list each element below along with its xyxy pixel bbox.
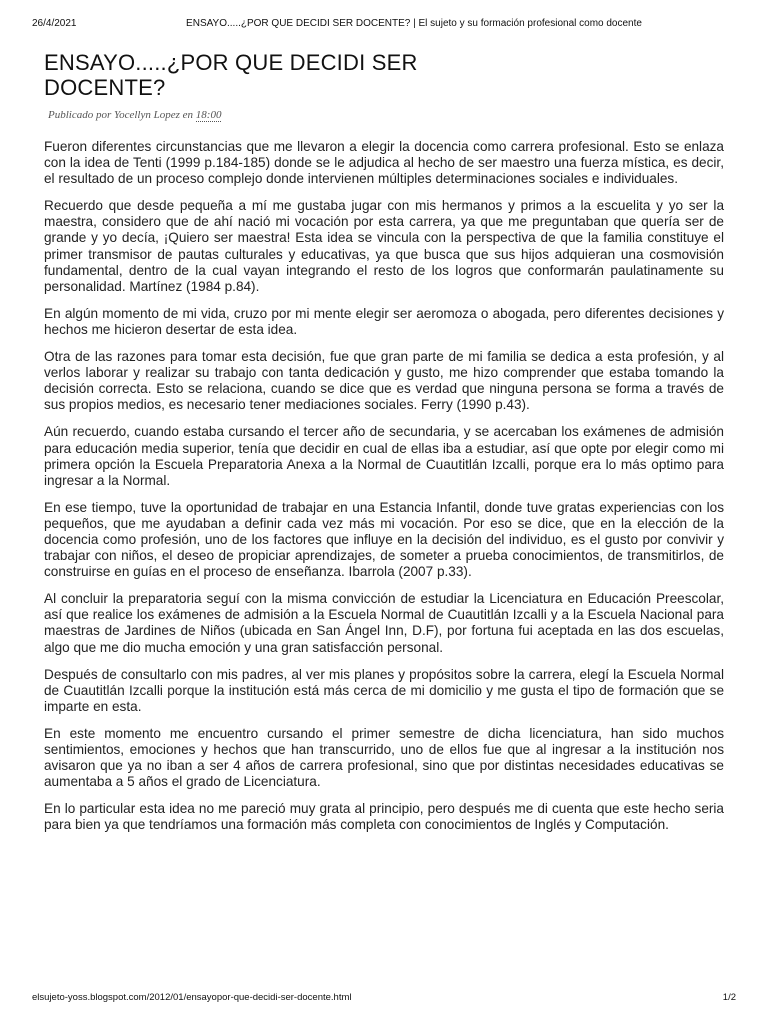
print-date: 26/4/2021 [32,18,77,29]
post-paragraph: En lo particular esta idea no me pareció muy grata al principio, pero después me di cuenta que este hecho seria para bien ya que tendríamos una formación más completa con conocimientos de Inglés y Computación. [44,801,724,833]
print-footer [32,992,736,1006]
post-title: ENSAYO.....¿POR QUE DECIDI SER DOCENTE? [44,50,418,100]
print-header [32,18,736,32]
byline-author: Publicado por Yocellyn Lopez en [48,109,196,121]
print-page-title: ENSAYO.....¿POR QUE DECIDI SER DOCENTE? | El sujeto y su formación profesional como docente [186,18,642,29]
post-paragraph: Aún recuerdo, cuando estaba cursando el tercer año de secundaria, y se acercaban los exámenes de admisión para educación media superior, tenía que decidir en cual de ellas iba a estudiar, así que opte por elegir como mi primera opción la Escuela Preparatoria Anexa a la Normal de Cuautitlán Izcalli, porque era lo más optimo para ingresar a la Normal. [44,424,724,488]
print-url: elsujeto-yoss.blogspot.com/2012/01/ensayopor-que-decidi-ser-docente.html [32,992,352,1003]
post-paragraph: Después de consultarlo con mis padres, al ver mis planes y propósitos sobre la carrera, elegí la Escuela Normal de Cuautitlán Izcalli porque la institución está más cerca de mi domicilio y me gusta el tipo de formación que se imparte en esta. [44,666,724,714]
post-paragraph: Otra de las razones para tomar esta decisión, fue que gran parte de mi familia se dedica a esta profesión, y al verlos laborar y realizar su trabajo con tanta dedicación y gusto, me hizo comprender que estaba tomando la decisión correcta. Esto se relaciona, cuando se dice que es verdad que ninguna persona se forma a través de sus propios medios, es necesario tener mediaciones sociales. Ferry (1990 p.43). [44,349,724,413]
post-paragraph: Al concluir la preparatoria seguí con la misma convicción de estudiar la Licenciatura en Educación Preescolar, así que realice los exámenes de admisión a la Escuela Normal de Cuautitlán Izcalli y a la Escuela Nacional para maestras de Jardines de Niños (ubicada en San Ángel Inn, D.F), por fortuna fui aceptada en las dos escuelas, algo que me dio mucha emoción y una gran satisfacción personal. [44,591,724,655]
print-page-number: 1/2 [722,992,736,1003]
blog-post [44,50,724,844]
post-paragraph: En algún momento de mi vida, cruzo por mi mente elegir ser aeromoza o abogada, pero diferentes decisiones y hechos me hicieron desertar de esta idea. [44,305,724,337]
post-byline [48,109,724,121]
post-paragraph: Recuerdo que desde pequeña a mí me gustaba jugar con mis hermanos y primos a la escuelita y yo ser la maestra, considero que de ahí nació mi vocación por esta carrera, ya que me preguntaban que quería ser de grande y yo decía, ¡Quiero ser maestra! Esta idea se vincula con la perspectiva de que la familia constituye el primer transmisor de pautas culturales y educativas, ya que busca que sus hijos adquieran una cosmovisión fundamental, dentro de la cual vayan integrando el resto de los logros que conformarán paulatinamente su personalidad. Martínez (1984 p.84). [44,198,724,294]
post-paragraph: En este momento me encuentro cursando el primer semestre de dicha licenciatura, han sido muchos sentimientos, emociones y hechos que han transcurrido, uno de ellos fue que al ingresar a la institución nos avisaron que ya no iban a ser 4 años de carrera profesional, sino que por distintas necesidades educativas se aumentaba a 5 años el grado de Licenciatura. [44,725,724,790]
post-body [44,139,724,833]
post-timestamp-link[interactable]: 18:00 [195,109,222,121]
post-paragraph: Fueron diferentes circunstancias que me llevaron a elegir la docencia como carrera profesional. Esto se enlaza con la idea de Tenti (1999 p.184-185) donde se le adjudica al hecho de ser maestro una fuerza mística, es decir, el resultado de un proceso complejo donde intervienen múltiples determinaciones sociales e individuales. [44,139,724,187]
post-paragraph: En ese tiempo, tuve la oportunidad de trabajar en una Estancia Infantil, donde tuve gratas experiencias con los pequeños, que me ayudaban a definir cada vez más mi vocación. Por eso se dice, que en la elección de la docencia como profesión, uno de los factores que influye en la decisión del individuo, es el gusto por convivir y trabajar con niños, el deseo de propiciar aprendizajes, de someter a prueba conocimientos, de transmitirlos, de construirse en guías en el proceso de enseñanza. Ibarrola (2007 p.33). [44,499,724,580]
